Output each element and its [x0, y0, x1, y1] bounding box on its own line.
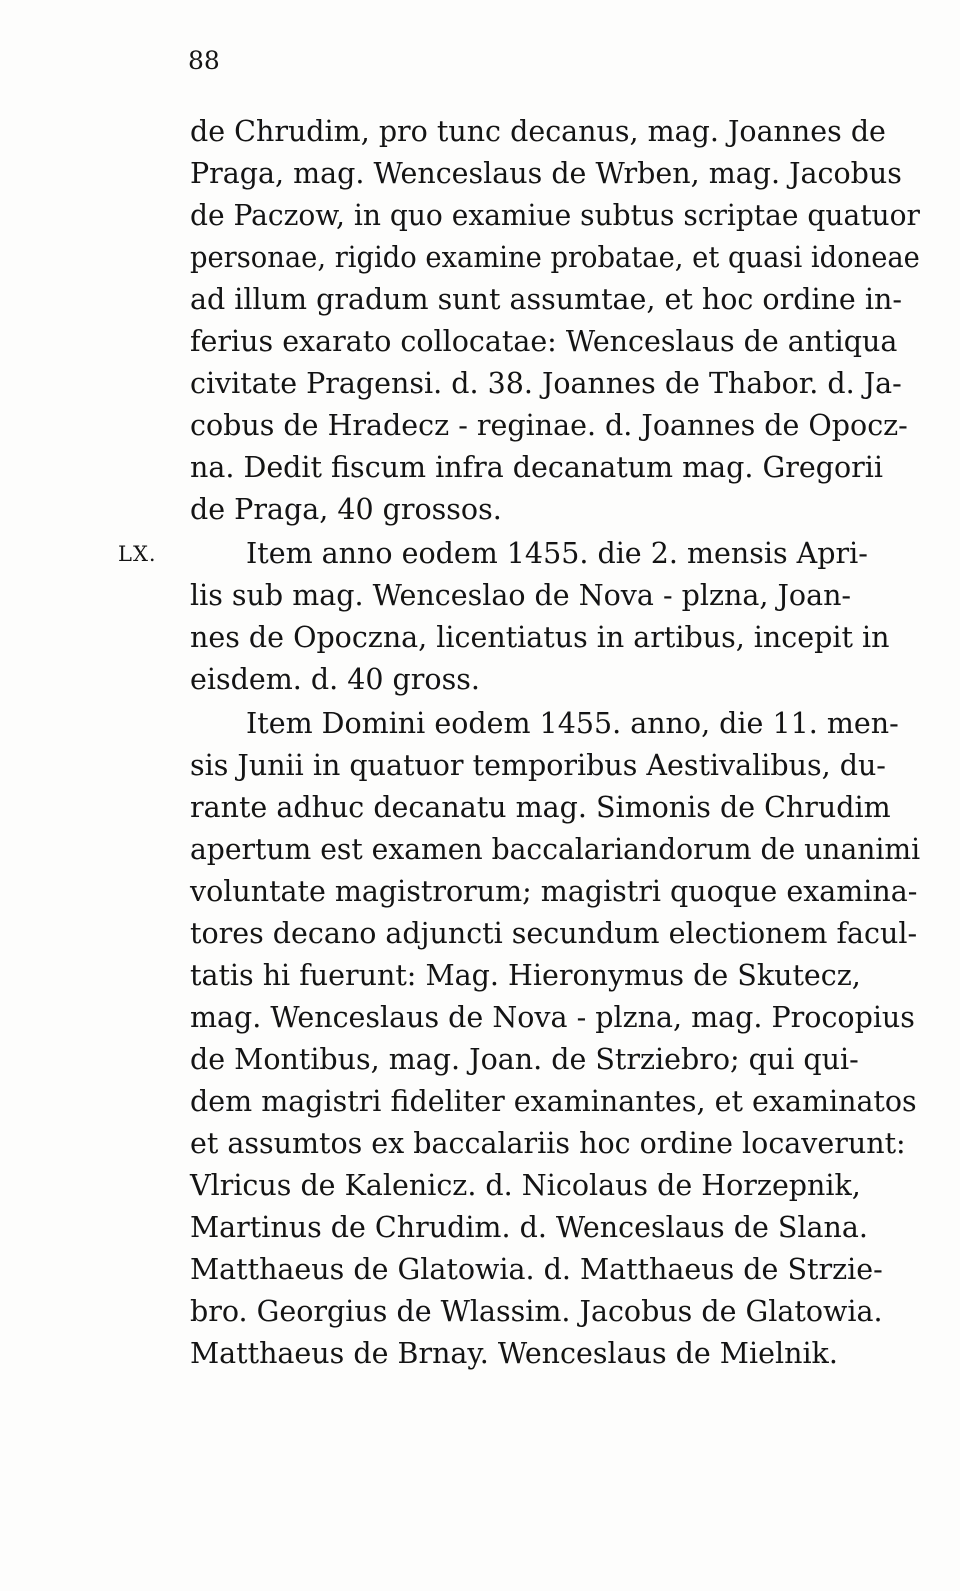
text-line: de Paczow, in quo examiue subtus scriptae quatuor [190, 199, 920, 232]
text-line: Praga, mag. Wenceslaus de Wrben, mag. Jacobus [190, 157, 902, 190]
text-line: et assumtos ex baccalariis hoc ordine locaverunt: [190, 1127, 906, 1160]
text-line: Matthaeus de Glatowia. d. Matthaeus de Strzie- [190, 1253, 883, 1286]
text-line: bro. Georgius de Wlassim. Jacobus de Glatowia. [190, 1295, 883, 1328]
text-line: mag. Wenceslaus de Nova - plzna, mag. Procopius [190, 1001, 915, 1034]
text-line: civitate Pragensi. d. 38. Joannes de Thabor. d. Ja- [190, 367, 902, 400]
text-line: lis sub mag. Wenceslao de Nova - plzna, Joan- [190, 579, 852, 612]
text-line: Item anno eodem 1455. die 2. mensis Apri- [246, 537, 868, 570]
text-line: de Montibus, mag. Joan. de Strziebro; qui qui- [190, 1043, 859, 1076]
text-line: tores decano adjuncti secundum electionem facul- [190, 917, 918, 950]
text-line: voluntate magistrorum; magistri quoque examina- [190, 875, 918, 908]
margin-section-label: LX. [118, 542, 157, 566]
text-line: Item Domini eodem 1455. anno, die 11. men- [246, 707, 899, 740]
text-line: tatis hi fuerunt: Mag. Hieronymus de Skutecz, [190, 959, 861, 992]
text-line: rante adhuc decanatu mag. Simonis de Chrudim [190, 791, 891, 824]
text-line: sis Junii in quatuor temporibus Aestivalibus, du- [190, 749, 886, 782]
text-line: Matthaeus de Brnay. Wenceslaus de Mielnik. [190, 1337, 838, 1370]
text-line: dem magistri fideliter examinantes, et examinatos [190, 1085, 917, 1118]
page-number: 88 [188, 46, 220, 75]
text-line: de Praga, 40 grossos. [190, 493, 502, 526]
text-line: ferius exarato collocatae: Wenceslaus de antiqua [190, 325, 898, 358]
text-line: nes de Opoczna, licentiatus in artibus, incepit in [190, 621, 890, 654]
text-line: Martinus de Chrudim. d. Wenceslaus de Slana. [190, 1211, 868, 1244]
text-line: eisdem. d. 40 gross. [190, 663, 480, 696]
text-line: Vlricus de Kalenicz. d. Nicolaus de Horzepnik, [190, 1169, 861, 1202]
text-line: de Chrudim, pro tunc decanus, mag. Joannes de [190, 115, 886, 148]
text-line: apertum est examen baccalariandorum de unanimi [190, 833, 921, 866]
text-line: ad illum gradum sunt assumtae, et hoc ordine in- [190, 283, 902, 316]
text-line: na. Dedit fiscum infra decanatum mag. Gregorii [190, 451, 883, 484]
text-line: personae, rigido examine probatae, et quasi idoneae [190, 241, 920, 274]
text-line: cobus de Hradecz - reginae. d. Joannes de Opocz- [190, 409, 908, 442]
